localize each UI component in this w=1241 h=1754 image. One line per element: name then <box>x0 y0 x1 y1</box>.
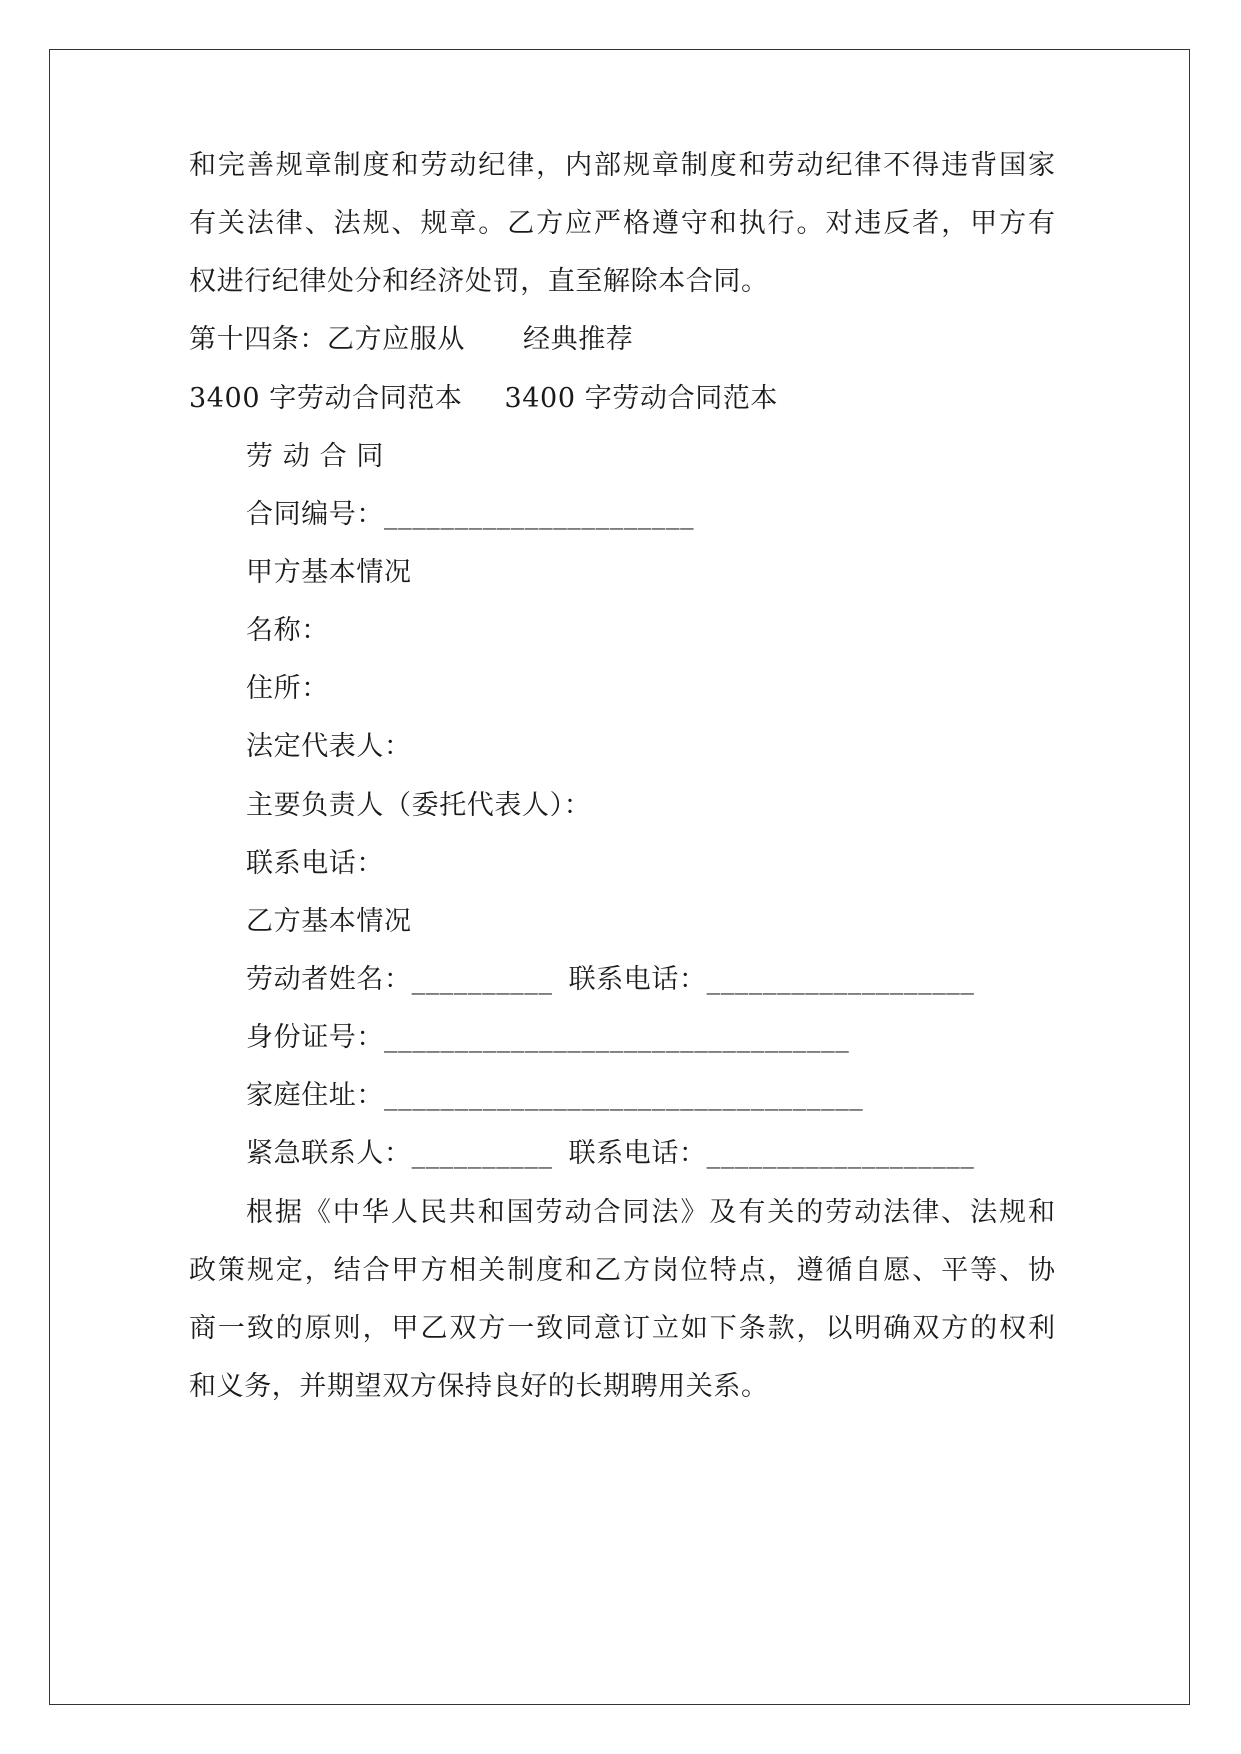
preamble-line-4: 和义务，并期望双方保持良好的长期聘用关系。 <box>189 1371 769 1402</box>
preamble-line-2: 政策规定，结合甲方相关制度和乙方岗位特点，遵循自愿、平等、协 <box>189 1255 1055 1286</box>
contract-title: 劳 动 合 同 <box>246 441 384 472</box>
party-b-name-line <box>246 960 975 1000</box>
party-b-heading: 乙方基本情况 <box>246 906 412 937</box>
sample-title-a: 3400 字劳动合同范本 <box>189 383 463 414</box>
emergency-phone: 联系电话：___________________ <box>568 1138 975 1169</box>
party-a-name: 名称： <box>246 615 329 646</box>
party-a-phone: 联系电话： <box>246 848 384 879</box>
party-a-principal: 主要负责人（委托代表人）： <box>246 790 592 821</box>
party-a-heading: 甲方基本情况 <box>246 557 412 588</box>
party-b-id: 身份证号：_________________________________ <box>246 1022 850 1053</box>
preamble-line-3: 商一致的原则，甲乙双方一致同意订立如下条款，以明确双方的权利 <box>189 1313 1055 1344</box>
recommend-label: 经典推荐 <box>523 324 634 355</box>
contract-number: 合同编号：______________________ <box>246 499 695 530</box>
article-14-line <box>189 320 633 360</box>
party-b-name: 劳动者姓名：__________ <box>246 964 553 995</box>
preamble-line-1: 根据《中华人民共和国劳动合同法》及有关的劳动法律、法规和 <box>246 1197 1055 1228</box>
sample-title-b: 3400 字劳动合同范本 <box>504 383 778 414</box>
emergency-line <box>246 1134 975 1174</box>
continuation-line-3: 权进行纪律处分和经济处罚，直至解除本合同。 <box>189 266 769 297</box>
party-b-phone: 联系电话：___________________ <box>568 964 975 995</box>
sample-title-line <box>189 379 778 419</box>
continuation-line-1: 和完善规章制度和劳动纪律，内部规章制度和劳动纪律不得违背国家 <box>189 150 1055 181</box>
emergency-contact: 紧急联系人：__________ <box>246 1138 553 1169</box>
continuation-line-2: 有关法律、法规、规章。乙方应严格遵守和执行。对违反者，甲方有 <box>189 208 1055 239</box>
party-a-legal-rep: 法定代表人： <box>246 731 412 762</box>
party-a-address: 住所： <box>246 673 329 704</box>
party-b-home: 家庭住址：__________________________________ <box>246 1080 864 1111</box>
article-14-text: 第十四条：乙方应服从 <box>189 324 465 355</box>
